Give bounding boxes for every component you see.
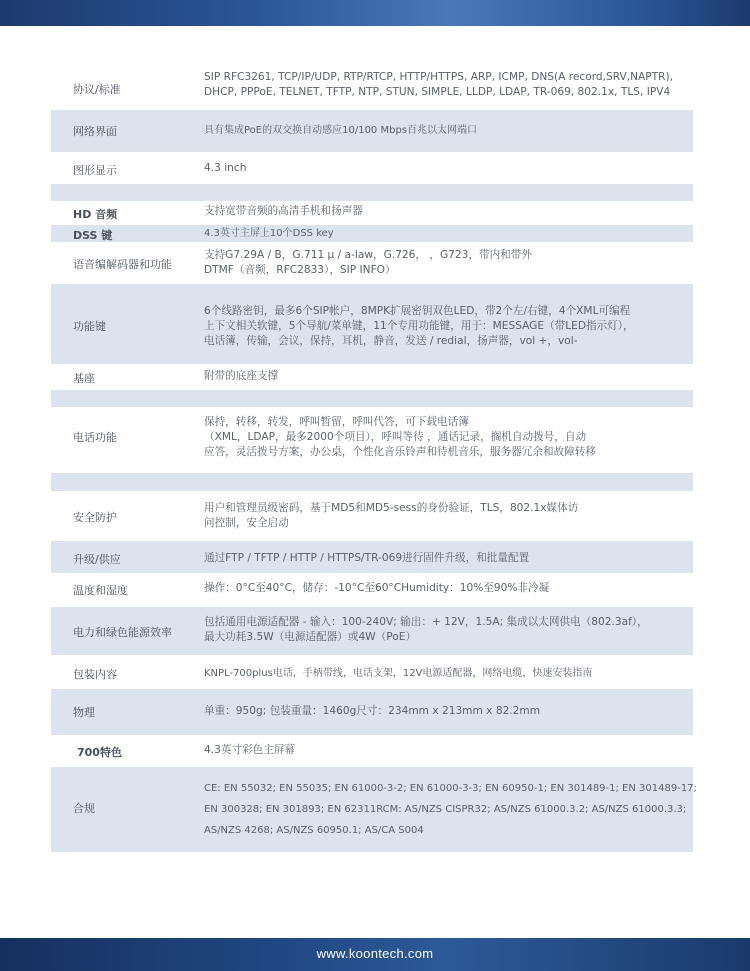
spec-value: 支持G7.29A / B，G.711 μ / a-law，G.726， ，G723，带内和带外 DTMF（音频，RFC2833），SIP INFO） xyxy=(204,249,532,276)
spec-value: 4.3 inch xyxy=(204,162,247,174)
spec-row-display xyxy=(51,152,693,184)
spec-label: 电力和绿色能源效率 xyxy=(73,626,172,639)
spec-row-upgrade xyxy=(51,541,693,573)
spec-value: KNPL-700plus电话，手柄带线，电话支架，12V电源适配器，网络电缆，快速安装指南 xyxy=(204,668,593,679)
spec-row-features-700 xyxy=(51,735,693,767)
spec-row-function-keys xyxy=(51,284,693,364)
top-banner xyxy=(0,0,750,26)
spec-row-security xyxy=(51,491,693,541)
spec-label: 安全防护 xyxy=(73,511,117,524)
spec-label: 温度和湿度 xyxy=(73,584,128,597)
spec-value: CE: EN 55032; EN 55035; EN 61000-3-2; EN 61000-3-3; EN 60950-1; EN 301489-1; EN 301489-17; EN 300328; EN 301893; EN 62311RCM: AS/NZS CISPR32; AS/NZS 61000.3.2; AS/NZS 61000.3.3; AS/NZS 4268; AS/NZS 60950.1; AS/CA S004 xyxy=(204,783,697,836)
spec-value: 支持宽带音频的高清手机和扬声器 xyxy=(204,205,363,217)
spec-row-physical xyxy=(51,689,693,735)
spec-value: 6个线路密钥，最多6个SIP帐户，8MPK扩展密钥双色LED，带2个左/右键，4个XML可编程 上下文相关软键，5个导航/菜单键，11个专用功能键，用于：MESSAGE（带LED指示灯）， 电话簿，传输，会议，保持，耳机，静音，发送 / redial，扬声器，vol +，vol- xyxy=(204,305,634,347)
spec-value: 4.3英寸主屏上10个DSS key xyxy=(204,228,334,239)
spec-label: 图形显示 xyxy=(73,164,117,177)
spec-row-spacer xyxy=(51,390,693,407)
spec-row-compliance xyxy=(51,767,697,852)
spec-label: 电话功能 xyxy=(73,431,117,444)
spec-value: 单重：950g; 包装重量：1460g尺寸：234mm x 213mm x 82.2mm xyxy=(204,705,541,717)
spec-label: 功能键 xyxy=(73,320,106,333)
spec-label: 语音编解码器和功能 xyxy=(73,258,172,271)
spec-value: 具有集成PoE的双交换自动感应10/100 Mbps百兆以太网端口 xyxy=(204,125,478,136)
spec-label: 700特色 xyxy=(77,746,122,759)
spec-row-package xyxy=(51,655,693,689)
spec-value: 操作：0°C至40°C，储存：-10°C至60°CHumidity：10%至90%非冷凝 xyxy=(204,582,550,594)
spec-label: HD 音频 xyxy=(73,208,118,221)
spec-label: 包装内容 xyxy=(73,668,117,681)
spec-value: 通过FTP / TFTP / HTTP / HTTPS/TR-069进行固件升级，和批量配置 xyxy=(204,552,530,564)
spec-row-network xyxy=(51,110,693,152)
footer-banner xyxy=(0,938,750,971)
spec-row-power xyxy=(51,607,693,655)
spec-row-phone-features xyxy=(51,407,693,473)
spec-label: 网络界面 xyxy=(73,125,117,138)
spec-row-hd-audio xyxy=(51,201,693,225)
spec-value: 用户和管理员级密码，基于MD5和MD5-sess的身份验证，TLS，802.1x媒体访 问控制，安全启动 xyxy=(204,502,579,529)
spec-value: 4.3英寸彩色主屏幕 xyxy=(204,744,296,756)
spec-label: 物理 xyxy=(73,706,95,719)
spec-label: DSS 键 xyxy=(73,229,113,242)
spec-label: 合规 xyxy=(73,802,95,815)
spec-label: 协议/标准 xyxy=(73,83,121,96)
spec-value: 保持，转移，转发，呼叫暂留，呼叫代答，可下载电话簿 （XML，LDAP，最多2000个项目），呼叫等待 ，通话记录，搁机自动拨号，自动 应答，灵活拨号方案，办公桌，个性化音乐铃声和待机音乐，服务器冗余和故障转移 xyxy=(204,416,596,458)
spec-row-protocols xyxy=(51,58,693,110)
spec-value: 附带的底座支撑 xyxy=(204,370,279,382)
spec-label: 升级/供应 xyxy=(73,553,121,566)
spec-value: SIP RFC3261, TCP/IP/UDP, RTP/RTCP, HTTP/HTTPS, ARP, ICMP, DNS(A record,SRV,NAPTR), DHCP, PPPoE, TELNET, TFTP, NTP, STUN, SIMPLE, LLDP, LDAP, TR-069, 802.1x, TLS, IPV4 xyxy=(204,71,673,98)
spec-row-temperature xyxy=(51,573,693,607)
spec-row-spacer xyxy=(51,184,693,201)
spec-row-spacer xyxy=(51,473,693,491)
spec-row-stand xyxy=(51,364,693,390)
spec-row-dss-keys xyxy=(51,225,693,242)
spec-value: 包括通用电源适配器 - 输入：100-240V; 输出：+ 12V，1.5A; 集成以太网供电（802.3af）， 最大功耗3.5W（电源适配器）或4W（PoE） xyxy=(204,616,648,643)
spec-row-codecs xyxy=(51,242,693,284)
spec-label: 基座 xyxy=(73,372,95,385)
footer-url: www.koontech.com xyxy=(316,946,434,961)
